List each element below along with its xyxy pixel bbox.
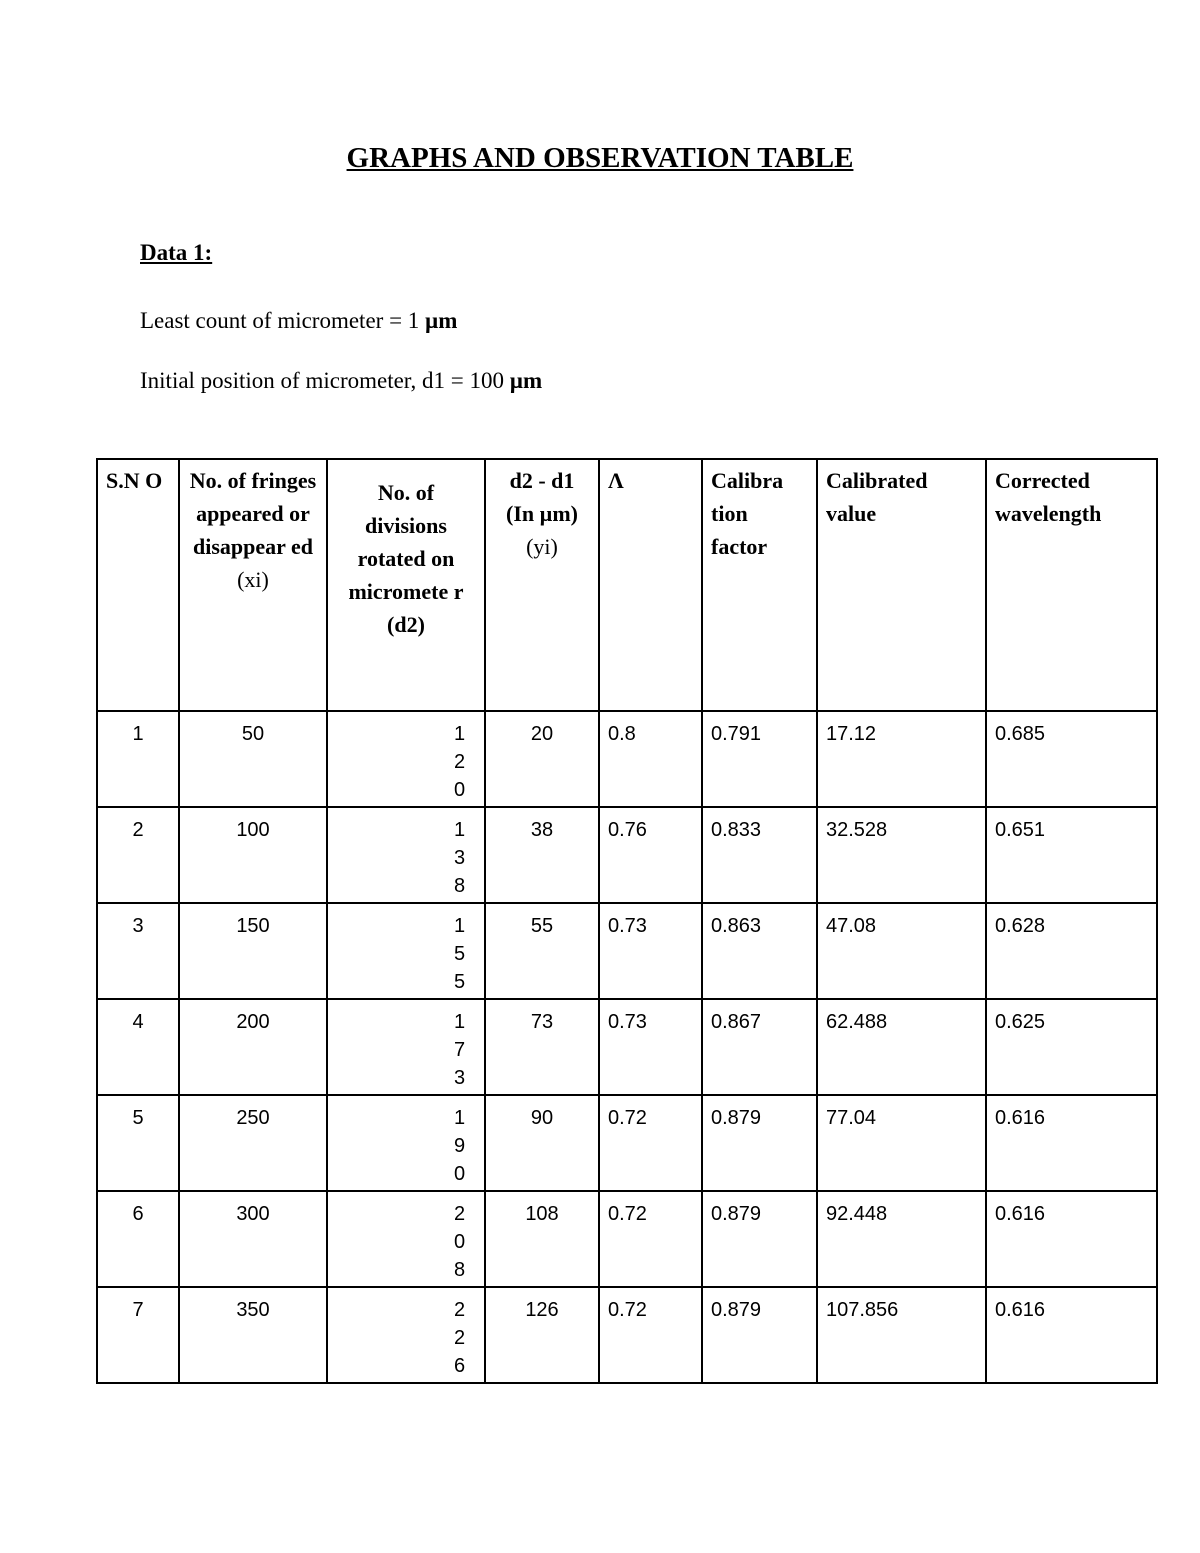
header-fringes — [179, 459, 327, 711]
cell-calibration-factor: 0.833 — [702, 807, 817, 903]
cell-diff: 126 — [485, 1287, 599, 1383]
cell-fringes: 50 — [179, 711, 327, 807]
cell-fringes: 350 — [179, 1287, 327, 1383]
initial-position-line — [140, 368, 542, 394]
cell-sno: 5 — [97, 1095, 179, 1191]
least-count-label: Least count of micrometer = 1 — [140, 308, 426, 333]
divisions-value: 208 — [454, 1203, 466, 1281]
cell-fringes: 300 — [179, 1191, 327, 1287]
header-diff — [485, 459, 599, 711]
cell-calibration-factor: 0.791 — [702, 711, 817, 807]
divisions-value: 173 — [454, 1011, 466, 1089]
header-calibrated-value: Calibrated value — [817, 459, 986, 711]
cell-calibrated-value: 107.856 — [817, 1287, 986, 1383]
cell-divisions — [327, 1095, 485, 1191]
cell-lambda: 0.72 — [599, 1191, 702, 1287]
cell-calibration-factor: 0.879 — [702, 1191, 817, 1287]
divisions-value: 138 — [454, 819, 466, 897]
cell-calibrated-value: 62.488 — [817, 999, 986, 1095]
table-row — [97, 903, 1157, 999]
cell-diff: 55 — [485, 903, 599, 999]
cell-fringes: 200 — [179, 999, 327, 1095]
cell-lambda: 0.8 — [599, 711, 702, 807]
cell-calibrated-value: 47.08 — [817, 903, 986, 999]
cell-divisions — [327, 711, 485, 807]
header-diff-unit: (In µm) — [506, 501, 578, 526]
cell-calibration-factor: 0.879 — [702, 1287, 817, 1383]
cell-diff: 108 — [485, 1191, 599, 1287]
observation-table — [96, 458, 1158, 1384]
divisions-value: 226 — [454, 1299, 466, 1377]
least-count-line — [140, 308, 457, 334]
cell-calibrated-value: 17.12 — [817, 711, 986, 807]
header-divisions-var: (d2) — [387, 612, 425, 637]
divisions-value: 190 — [454, 1107, 466, 1185]
cell-diff: 20 — [485, 711, 599, 807]
initial-position-label: Initial position of micrometer, d1 = 100 — [140, 368, 510, 393]
cell-fringes: 250 — [179, 1095, 327, 1191]
cell-divisions — [327, 1191, 485, 1287]
cell-calibration-factor: 0.867 — [702, 999, 817, 1095]
header-fringes-label: No. of fringes appeared or disappear ed — [189, 468, 317, 559]
cell-divisions — [327, 999, 485, 1095]
cell-sno: 7 — [97, 1287, 179, 1383]
data-heading: Data 1: — [140, 240, 213, 265]
cell-calibration-factor: 0.879 — [702, 1095, 817, 1191]
table-row — [97, 807, 1157, 903]
cell-calibrated-value: 77.04 — [817, 1095, 986, 1191]
cell-corrected-wavelength: 0.616 — [986, 1095, 1157, 1191]
cell-diff: 90 — [485, 1095, 599, 1191]
cell-calibrated-value: 32.528 — [817, 807, 986, 903]
divisions-value: 120 — [454, 723, 466, 801]
header-divisions-label: No. of divisions rotated on micromete r — [348, 480, 464, 604]
cell-diff: 38 — [485, 807, 599, 903]
cell-lambda: 0.73 — [599, 999, 702, 1095]
least-count-unit: µm — [425, 308, 458, 333]
header-sno: S.N O — [97, 459, 179, 711]
header-fringes-var: (xi) — [237, 567, 269, 592]
cell-lambda: 0.72 — [599, 1095, 702, 1191]
cell-lambda: 0.73 — [599, 903, 702, 999]
header-diff-label: d2 - d1 — [509, 468, 575, 493]
cell-divisions — [327, 1287, 485, 1383]
cell-corrected-wavelength: 0.651 — [986, 807, 1157, 903]
header-corrected-wavelength: Corrected wavelength — [986, 459, 1157, 711]
cell-corrected-wavelength: 0.616 — [986, 1191, 1157, 1287]
table-row — [97, 1191, 1157, 1287]
table-row — [97, 1095, 1157, 1191]
divisions-value: 155 — [454, 915, 466, 993]
cell-fringes: 150 — [179, 903, 327, 999]
cell-calibrated-value: 92.448 — [817, 1191, 986, 1287]
cell-lambda: 0.76 — [599, 807, 702, 903]
cell-corrected-wavelength: 0.616 — [986, 1287, 1157, 1383]
header-calibration-factor: Calibra tion factor — [702, 459, 817, 711]
cell-lambda: 0.72 — [599, 1287, 702, 1383]
header-lambda: Λ — [599, 459, 702, 711]
cell-corrected-wavelength: 0.625 — [986, 999, 1157, 1095]
cell-diff: 73 — [485, 999, 599, 1095]
table-row — [97, 999, 1157, 1095]
cell-corrected-wavelength: 0.628 — [986, 903, 1157, 999]
cell-sno: 2 — [97, 807, 179, 903]
cell-divisions — [327, 903, 485, 999]
cell-divisions — [327, 807, 485, 903]
cell-corrected-wavelength: 0.685 — [986, 711, 1157, 807]
table-row — [97, 1287, 1157, 1383]
cell-fringes: 100 — [179, 807, 327, 903]
initial-position-unit: µm — [509, 368, 543, 393]
header-diff-var: (yi) — [526, 534, 558, 559]
header-divisions — [327, 459, 485, 711]
cell-sno: 1 — [97, 711, 179, 807]
cell-sno: 3 — [97, 903, 179, 999]
cell-sno: 6 — [97, 1191, 179, 1287]
header-row — [97, 459, 1157, 711]
page-title: GRAPHS AND OBSERVATION TABLE — [346, 142, 854, 174]
table-row — [97, 711, 1157, 807]
cell-calibration-factor: 0.863 — [702, 903, 817, 999]
cell-sno: 4 — [97, 999, 179, 1095]
